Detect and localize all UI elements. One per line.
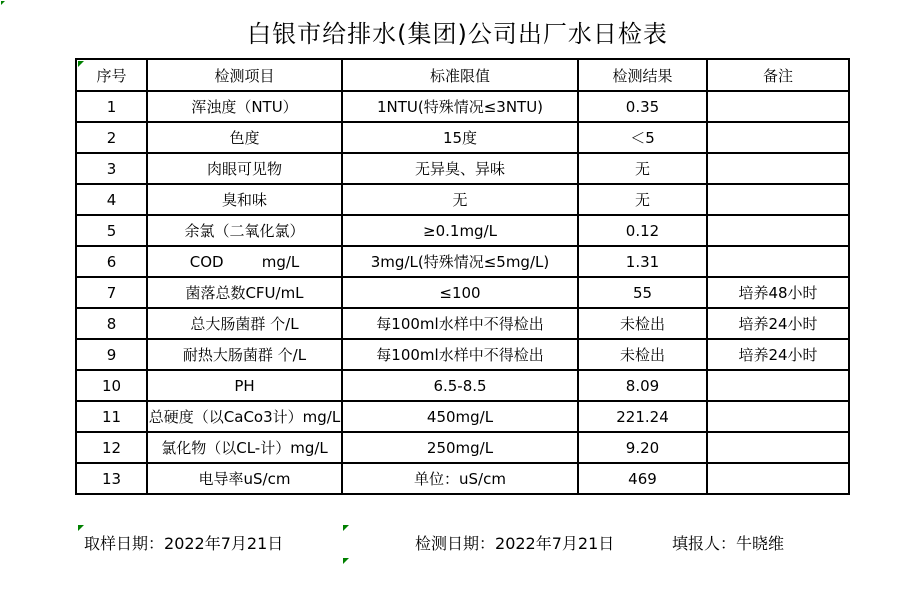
cell-no[interactable]: 9: [76, 339, 147, 370]
table-header-row: [76, 59, 849, 91]
cell-result[interactable]: 无: [578, 184, 707, 215]
error-indicator-icon: [78, 525, 84, 531]
cell-remark[interactable]: [707, 463, 849, 494]
cell-remark[interactable]: 培养24小时: [707, 308, 849, 339]
cell-result[interactable]: 469: [578, 463, 707, 494]
cell-item[interactable]: 总硬度（以CaCo3计）mg/L: [147, 401, 342, 432]
cell-result[interactable]: 0.35: [578, 91, 707, 122]
cell-item[interactable]: 色度: [147, 122, 342, 153]
table-row: [76, 401, 849, 432]
cell-limit[interactable]: 250mg/L: [342, 432, 578, 463]
table-row: [76, 339, 849, 370]
testing-date-value: 2022年7月21日: [495, 534, 615, 553]
cell-remark[interactable]: [707, 153, 849, 184]
cell-item[interactable]: 耐热大肠菌群 个/L: [147, 339, 342, 370]
header-cell-remark[interactable]: 备注: [707, 59, 849, 91]
sampling-date-value: 2022年7月21日: [164, 534, 284, 553]
cell-remark[interactable]: [707, 91, 849, 122]
cell-item[interactable]: 菌落总数CFU/mL: [147, 277, 342, 308]
cell-item[interactable]: PH: [147, 370, 342, 401]
cell-limit[interactable]: 3mg/L(特殊情况≤5mg/L): [342, 246, 578, 277]
cell-no[interactable]: 3: [76, 153, 147, 184]
cell-limit[interactable]: 15度: [342, 122, 578, 153]
cell-remark[interactable]: 培养24小时: [707, 339, 849, 370]
inspection-table: [75, 58, 850, 495]
header-cell-limit[interactable]: 标准限值: [342, 59, 578, 91]
table-row: [76, 246, 849, 277]
cell-result[interactable]: 221.24: [578, 401, 707, 432]
table-row: [76, 308, 849, 339]
table-row: [76, 277, 849, 308]
cell-remark[interactable]: [707, 122, 849, 153]
header-cell-result[interactable]: 检测结果: [578, 59, 707, 91]
cell-limit[interactable]: 每100ml水样中不得检出: [342, 339, 578, 370]
cell-result[interactable]: ＜5: [578, 122, 707, 153]
table-row: [76, 463, 849, 494]
cell-limit[interactable]: 6.5-8.5: [342, 370, 578, 401]
testing-date-label: 检测日期：: [415, 534, 496, 553]
cell-limit[interactable]: 每100ml水样中不得检出: [342, 308, 578, 339]
cell-limit[interactable]: 单位：uS/cm: [342, 463, 578, 494]
cell-no[interactable]: 7: [76, 277, 147, 308]
table-row: [76, 122, 849, 153]
reporter-value: 牛晓维: [736, 534, 785, 553]
cell-limit[interactable]: 450mg/L: [342, 401, 578, 432]
cell-remark[interactable]: [707, 246, 849, 277]
cell-result[interactable]: 0.12: [578, 215, 707, 246]
cell-item[interactable]: 浑浊度（NTU）: [147, 91, 342, 122]
header-cell-no[interactable]: 序号: [76, 59, 147, 91]
table-row: [76, 215, 849, 246]
cell-remark[interactable]: [707, 215, 849, 246]
cell-limit[interactable]: 无异臭、异味: [342, 153, 578, 184]
cell-no[interactable]: 4: [76, 184, 147, 215]
cell-no[interactable]: 6: [76, 246, 147, 277]
testing-date-field[interactable]: [415, 531, 614, 554]
cell-item[interactable]: 余氯（二氧化氯）: [147, 215, 342, 246]
cell-limit[interactable]: 1NTU(特殊情况≤3NTU): [342, 91, 578, 122]
cell-result[interactable]: 未检出: [578, 339, 707, 370]
table-row: [76, 432, 849, 463]
error-indicator-icon: [78, 61, 84, 67]
cell-remark[interactable]: [707, 401, 849, 432]
cell-no[interactable]: 5: [76, 215, 147, 246]
cell-result[interactable]: 未检出: [578, 308, 707, 339]
cell-remark[interactable]: [707, 432, 849, 463]
cell-result[interactable]: 无: [578, 153, 707, 184]
cell-item[interactable]: 氯化物（以CL-计）mg/L: [147, 432, 342, 463]
cell-item[interactable]: 肉眼可见物: [147, 153, 342, 184]
reporter-field[interactable]: [672, 531, 784, 554]
error-indicator-icon: [343, 525, 349, 531]
cell-remark[interactable]: [707, 370, 849, 401]
cell-result[interactable]: 9.20: [578, 432, 707, 463]
table-row: [76, 153, 849, 184]
reporter-label: 填报人：: [672, 534, 737, 553]
cell-no[interactable]: 13: [76, 463, 147, 494]
cell-item[interactable]: 电导率uS/cm: [147, 463, 342, 494]
cell-item[interactable]: COD mg/L: [147, 246, 342, 277]
cell-no[interactable]: 1: [76, 91, 147, 122]
sampling-date-label: 取样日期：: [84, 534, 165, 553]
cell-limit[interactable]: ≤100: [342, 277, 578, 308]
cell-no[interactable]: 2: [76, 122, 147, 153]
cell-remark[interactable]: [707, 184, 849, 215]
error-indicator-icon: [1, 1, 5, 5]
error-indicator-icon: [343, 558, 349, 564]
cell-result[interactable]: 8.09: [578, 370, 707, 401]
cell-no[interactable]: 12: [76, 432, 147, 463]
table-row: [76, 91, 849, 122]
page-title: 白银市给排水(集团)公司出厂水日检表: [247, 20, 668, 48]
footer-row: [0, 531, 915, 553]
cell-no[interactable]: 8: [76, 308, 147, 339]
cell-remark[interactable]: 培养48小时: [707, 277, 849, 308]
cell-result[interactable]: 1.31: [578, 246, 707, 277]
sampling-date-field[interactable]: [84, 531, 283, 554]
cell-limit[interactable]: 无: [342, 184, 578, 215]
cell-result[interactable]: 55: [578, 277, 707, 308]
table-row: [76, 370, 849, 401]
cell-no[interactable]: 11: [76, 401, 147, 432]
table-row: [76, 184, 849, 215]
header-cell-item[interactable]: 检测项目: [147, 59, 342, 91]
cell-no[interactable]: 10: [76, 370, 147, 401]
cell-item[interactable]: 臭和味: [147, 184, 342, 215]
cell-item[interactable]: 总大肠菌群 个/L: [147, 308, 342, 339]
cell-limit[interactable]: ≥0.1mg/L: [342, 215, 578, 246]
